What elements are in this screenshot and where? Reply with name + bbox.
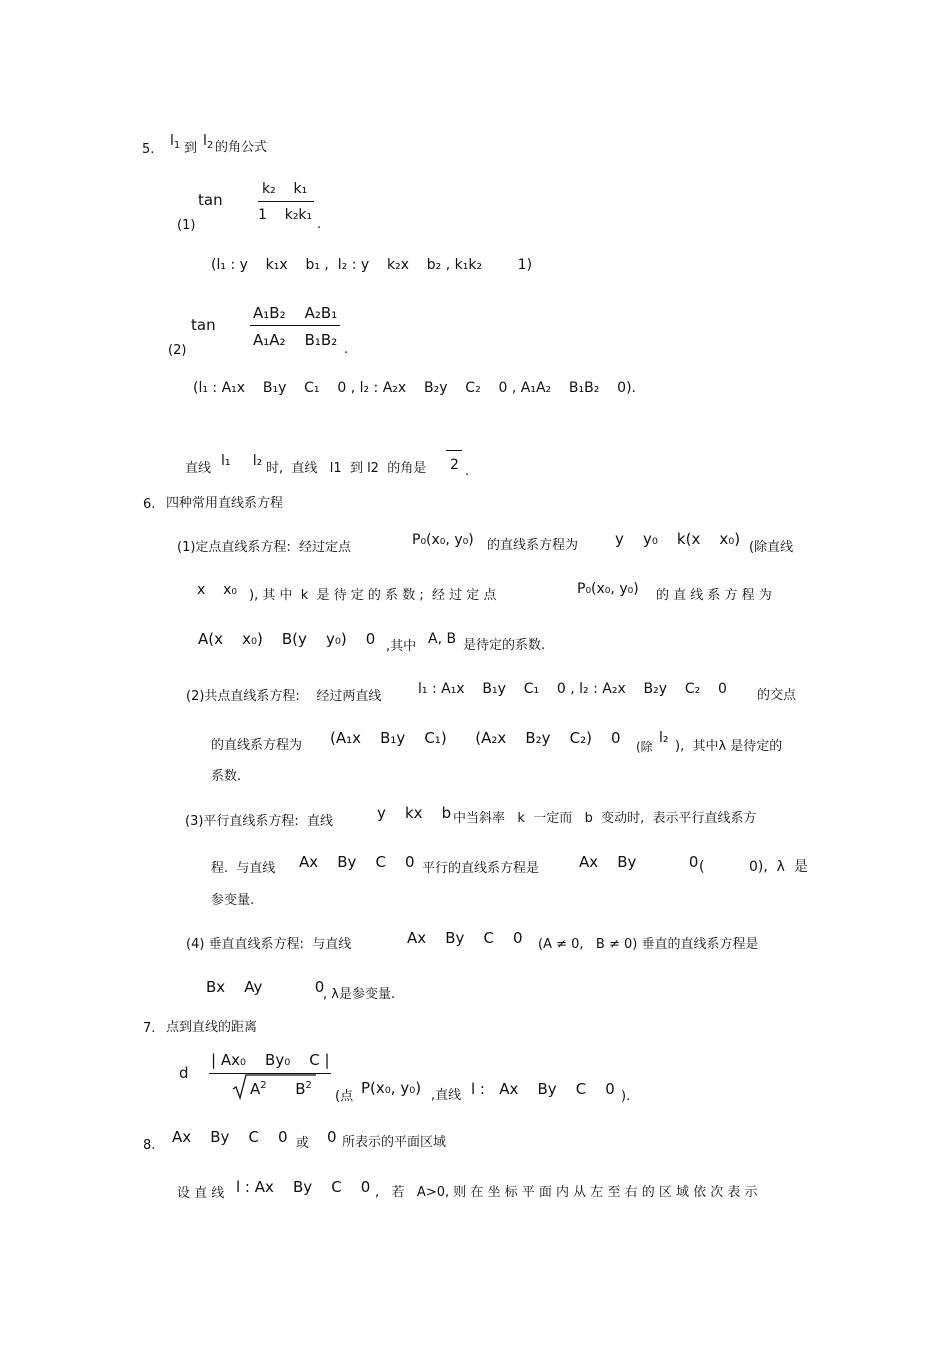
p4-family: Bx Ay 0 xyxy=(206,978,325,996)
p2-text-2: 的直线系方程为 xyxy=(211,738,303,753)
formula-2-fraction-bar xyxy=(250,325,340,326)
p2-l2: l₂ xyxy=(659,730,669,746)
l1-letter: l xyxy=(170,133,174,149)
section-7-number: 7. xyxy=(143,1021,156,1036)
section-6-number: 6. xyxy=(143,497,156,512)
distance-numerator: | Ax₀ By₀ C | xyxy=(211,1051,330,1069)
p3-text-5: 参变量. xyxy=(211,893,255,908)
formula-1-tan: tan xyxy=(198,191,223,209)
p2-text-3: (除 xyxy=(636,740,653,754)
p1-text-2: (除直线 xyxy=(749,540,794,555)
distance-cond-3: ). xyxy=(621,1089,631,1104)
p1-coeffs: A, B xyxy=(428,631,457,647)
distance-cond-1: (点 xyxy=(335,1089,354,1104)
p3-text-4: ( 0), λ 是 xyxy=(699,859,808,875)
p1-exclusion: x x₀ xyxy=(197,582,237,598)
section-5-number: 5. xyxy=(142,142,155,157)
section-8-title: 所表示的平面区域 xyxy=(342,1135,447,1150)
p4-text-2: , λ是参变量. xyxy=(323,987,396,1002)
denominator-a: A xyxy=(250,1080,261,1098)
section-8-expr-1: Ax By C 0 xyxy=(172,1128,288,1146)
p1-equation-2: A(x x₀) B(y y₀) 0 xyxy=(198,630,376,648)
perp-note-pi-bar xyxy=(446,450,462,451)
l2-subscript: 2 xyxy=(206,140,214,151)
p4-intro: (4) 垂直直线系方程: 与直线 xyxy=(186,937,352,952)
p3-text-1: 中当斜率 k 一定而 b 变动时, 表示平行直线系方 xyxy=(453,811,757,826)
formula-2-period: . xyxy=(344,342,349,357)
distance-denominator xyxy=(250,1082,312,1097)
formula-1-denominator: 1 k₂k₁ xyxy=(258,207,313,223)
distance-d: d xyxy=(179,1064,189,1082)
formula-2-tan: tan xyxy=(191,316,216,334)
p1-point: P₀(x₀, y₀) xyxy=(412,532,474,548)
p4-line: Ax By C 0 xyxy=(407,929,523,947)
p2-intro: (2)共点直线系方程: 经过两直线 xyxy=(186,689,382,704)
p1-text-4: 的 直 线 系 方 程 为 xyxy=(656,588,772,603)
perp-note-period: . xyxy=(465,464,470,479)
p4-text-1: (A ≠ 0, B ≠ 0) 垂直的直线系方程是 xyxy=(538,937,759,952)
section-6-title: 四种常用直线系方程 xyxy=(166,496,284,511)
section-5-l2 xyxy=(203,133,214,151)
section-5-l1 xyxy=(170,133,181,151)
p1-intro: (1)定点直线系方程: 经过定点 xyxy=(177,540,352,555)
p2-text-4: ), 其中λ 是待定的 xyxy=(675,739,783,754)
denominator-b: B xyxy=(295,1080,306,1098)
section-7-title: 点到直线的距离 xyxy=(166,1020,258,1035)
perp-note-lines: l₁ l₂ xyxy=(221,453,263,469)
section-8-number: 8. xyxy=(143,1138,156,1153)
p1-point-2: P₀(x₀, y₀) xyxy=(577,581,639,597)
perp-note-value: 2 xyxy=(450,457,459,473)
formula-1-label: (1) xyxy=(177,218,196,233)
formula-1-numerator: k₂ k₁ xyxy=(262,181,308,197)
p2-text-5: 系数. xyxy=(211,769,242,784)
p1-text-6: 是待定的系数. xyxy=(463,638,546,653)
p1-equation: y y₀ k(x x₀) xyxy=(615,530,741,548)
distance-cond-2: ,直线 xyxy=(431,1088,462,1103)
section-5-to: 到 xyxy=(184,141,198,156)
p3-family: Ax By 0 xyxy=(579,853,699,871)
p2-equation: (A₁x B₁y C₁) (A₂x B₂y C₂) 0 xyxy=(330,729,621,747)
formula-1-condition: (l₁ : y k₁x b₁ , l₂ : y k₂x b₂ , k₁k₂ 1) xyxy=(211,257,533,273)
denominator-gap xyxy=(267,1080,296,1098)
section-8-text-1: 设 直 线 xyxy=(177,1186,225,1201)
formula-1-fraction-bar xyxy=(258,201,314,202)
p2-text-1: 的交点 xyxy=(757,688,797,703)
denominator-a-exp: 2 xyxy=(260,1080,267,1091)
perp-note-prefix: 直线 xyxy=(185,461,216,476)
p3-text-3: 平行的直线系方程是 xyxy=(422,861,540,876)
distance-point: P(x₀, y₀) xyxy=(361,1079,422,1097)
p2-lines: l₁ : A₁x B₁y C₁ 0 , l₂ : A₂x B₂y C₂ 0 xyxy=(418,681,727,697)
formula-2-label: (2) xyxy=(168,343,187,358)
p3-intro: (3)平行直线系方程: 直线 xyxy=(185,814,334,829)
section-8-or: 或 xyxy=(296,1136,310,1151)
formula-1-period: . xyxy=(317,217,322,232)
denominator-b-exp: 2 xyxy=(305,1080,312,1091)
p3-equation: y kx b xyxy=(377,804,452,822)
section-8-line: l : Ax By C 0 xyxy=(236,1178,371,1196)
p1-text-3: ), 其 中 k 是 待 定 的 系 数 ; 经 过 定 点 xyxy=(249,588,497,603)
p3-line: Ax By C 0 xyxy=(299,853,415,871)
perp-note-text: 时, 直线 l1 到 l2 的角是 xyxy=(266,461,431,476)
formula-2-denominator: A₁A₂ B₁B₂ xyxy=(253,331,338,349)
section-5-title: 的角公式 xyxy=(215,140,268,155)
section-8-expr-2: 0 xyxy=(327,1128,337,1146)
formula-2-condition: (l₁ : A₁x B₁y C₁ 0 , l₂ : A₂x B₂y C₂ 0 , A₁A₂ B₁B₂ 0). xyxy=(193,380,636,396)
formula-2-numerator: A₁B₂ A₂B₁ xyxy=(253,304,338,322)
p1-text-1: 的直线系方程为 xyxy=(487,538,579,553)
distance-line: l : Ax By C 0 xyxy=(471,1080,615,1098)
p1-text-5: ,其中 xyxy=(386,639,417,654)
p3-text-2: 程. 与直线 xyxy=(211,861,276,876)
l2-letter: l xyxy=(203,133,207,149)
l1-subscript: 1 xyxy=(173,140,181,151)
section-8-text-2: , 若 A>0, 则 在 坐 标 平 面 内 从 左 至 右 的 区 域 依 次 表 示 xyxy=(375,1185,758,1200)
